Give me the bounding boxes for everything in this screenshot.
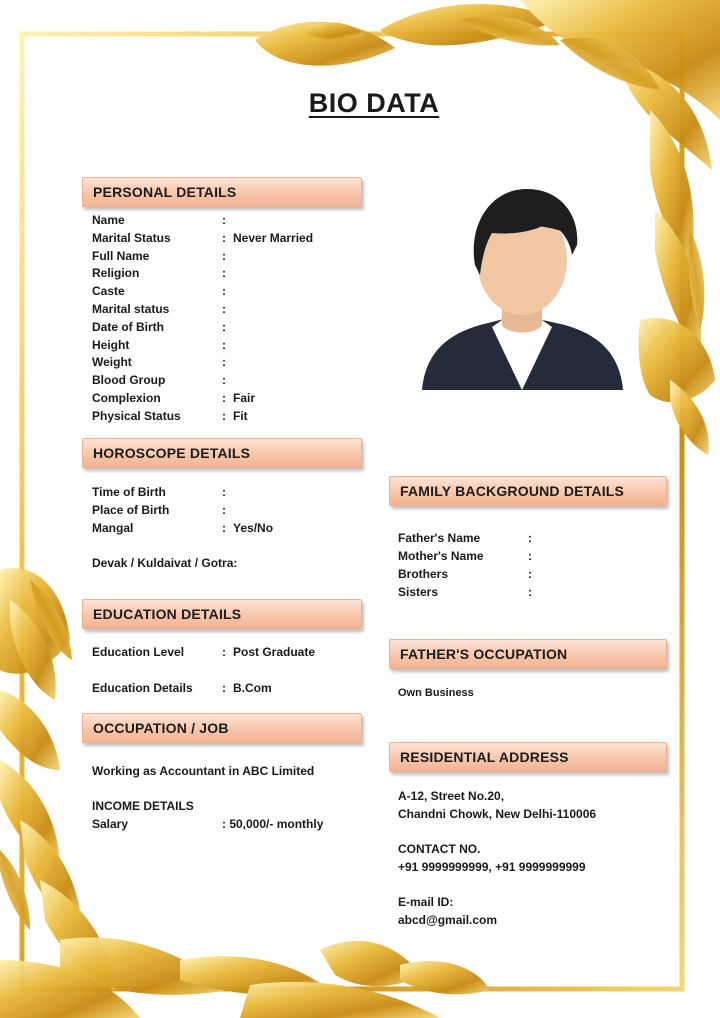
personal-detail-label: Height	[92, 337, 130, 352]
personal-detail-separator: :	[222, 284, 226, 299]
personal-detail-value: Fair	[233, 391, 256, 405]
profile-avatar-icon	[420, 185, 625, 395]
personal-detail-row	[92, 319, 372, 336]
personal-detail-label: Complexion	[92, 391, 161, 405]
personal-detail-row	[92, 372, 372, 389]
personal-detail-row	[92, 354, 372, 371]
contact-label: CONTACT NO.	[398, 842, 481, 856]
personal-detail-separator: :	[222, 391, 226, 405]
address-line-1: A-12, Street No.20,	[398, 789, 505, 803]
personal-detail-separator: :	[222, 373, 226, 388]
personal-detail-separator: :	[222, 319, 226, 334]
family-background-header: FAMILY BACKGROUND DETAILS	[389, 476, 667, 506]
gotra-label: Devak / Kuldaivat / Gotra:	[92, 556, 238, 570]
occupation-header: OCCUPATION / JOB	[82, 713, 362, 743]
personal-detail-separator: :	[222, 408, 226, 423]
horoscope-detail-row	[92, 484, 372, 501]
education-detail-value: Post Graduate	[233, 645, 316, 659]
personal-detail-row	[92, 408, 372, 425]
family-detail-label: Brothers	[398, 567, 449, 581]
personal-detail-label: Blood Group	[92, 373, 166, 388]
personal-detail-row	[92, 248, 372, 265]
horoscope-detail-label: Place of Birth	[92, 502, 170, 517]
personal-detail-row	[92, 265, 372, 282]
personal-detail-value: Never Married	[233, 230, 314, 245]
family-detail-label: Sisters	[398, 585, 439, 599]
personal-detail-separator: :	[222, 213, 226, 227]
personal-detail-label: Caste	[92, 284, 125, 299]
family-detail-label: Mother's Name	[398, 549, 484, 563]
horoscope-detail-separator: :	[222, 502, 226, 517]
personal-detail-row	[92, 230, 372, 247]
personal-detail-separator: :	[222, 230, 226, 245]
personal-detail-row	[92, 390, 372, 407]
horoscope-details-header: HOROSCOPE DETAILS	[82, 438, 362, 468]
family-detail-row	[398, 584, 678, 601]
family-detail-row	[398, 548, 678, 565]
personal-detail-label: Full Name	[92, 248, 150, 263]
family-detail-separator: :	[528, 585, 532, 599]
personal-detail-row	[92, 283, 372, 300]
personal-detail-label: Date of Birth	[92, 319, 164, 334]
personal-detail-label: Religion	[92, 266, 140, 281]
salary-value: : 50,000/- monthly	[222, 817, 324, 831]
personal-detail-label: Marital status	[92, 302, 170, 316]
education-detail-separator: :	[222, 645, 226, 659]
horoscope-detail-label: Mangal	[92, 520, 134, 535]
occupation-description: Working as Accountant in ABC Limited	[92, 764, 315, 778]
horoscope-detail-row	[92, 520, 372, 537]
personal-detail-label: Name	[92, 213, 125, 227]
personal-detail-label: Marital Status	[92, 230, 171, 245]
horoscope-detail-separator: :	[222, 485, 226, 499]
income-details-heading: INCOME DETAILS	[92, 799, 194, 813]
page-title: BIO DATA	[308, 88, 440, 118]
contact-value: +91 9999999999, +91 9999999999	[398, 860, 586, 874]
horoscope-detail-value: Yes/No	[233, 520, 274, 535]
family-detail-separator: :	[528, 549, 532, 563]
personal-detail-value: Fit	[233, 408, 248, 423]
family-detail-label: Father's Name	[398, 531, 481, 545]
education-detail-label: Education Details	[92, 681, 193, 695]
education-detail-label: Education Level	[92, 645, 185, 659]
father-occupation-value: Own Business	[398, 687, 474, 699]
family-detail-row	[398, 530, 678, 547]
horoscope-detail-row	[92, 502, 372, 519]
personal-detail-label: Physical Status	[92, 408, 181, 423]
address-line-2: Chandni Chowk, New Delhi-110006	[398, 807, 597, 821]
personal-detail-separator: :	[222, 355, 226, 370]
salary-label: Salary	[92, 817, 129, 831]
email-value: abcd@gmail.com	[398, 913, 498, 927]
personal-detail-label: Weight	[92, 355, 132, 370]
personal-detail-separator: :	[222, 248, 226, 263]
personal-detail-separator: :	[222, 302, 226, 316]
education-detail-row	[92, 680, 372, 697]
father-occupation-header: FATHER'S OCCUPATION	[389, 639, 667, 669]
personal-detail-row	[92, 301, 372, 318]
horoscope-detail-separator: :	[222, 520, 226, 535]
residential-address-header: RESIDENTIAL ADDRESS	[389, 742, 667, 772]
family-detail-row	[398, 566, 678, 583]
family-detail-separator: :	[528, 531, 532, 545]
education-detail-separator: :	[222, 681, 226, 695]
email-label: E-mail ID:	[398, 895, 454, 909]
personal-detail-row	[92, 337, 372, 354]
horoscope-detail-label: Time of Birth	[92, 485, 166, 499]
personal-detail-separator: :	[222, 337, 226, 352]
education-detail-row	[92, 644, 372, 661]
family-detail-separator: :	[528, 567, 532, 581]
education-detail-value: B.Com	[233, 681, 272, 695]
personal-detail-row	[92, 212, 372, 229]
personal-details-header: PERSONAL DETAILS	[82, 177, 362, 207]
personal-detail-separator: :	[222, 266, 226, 281]
education-details-header: EDUCATION DETAILS	[82, 599, 362, 629]
